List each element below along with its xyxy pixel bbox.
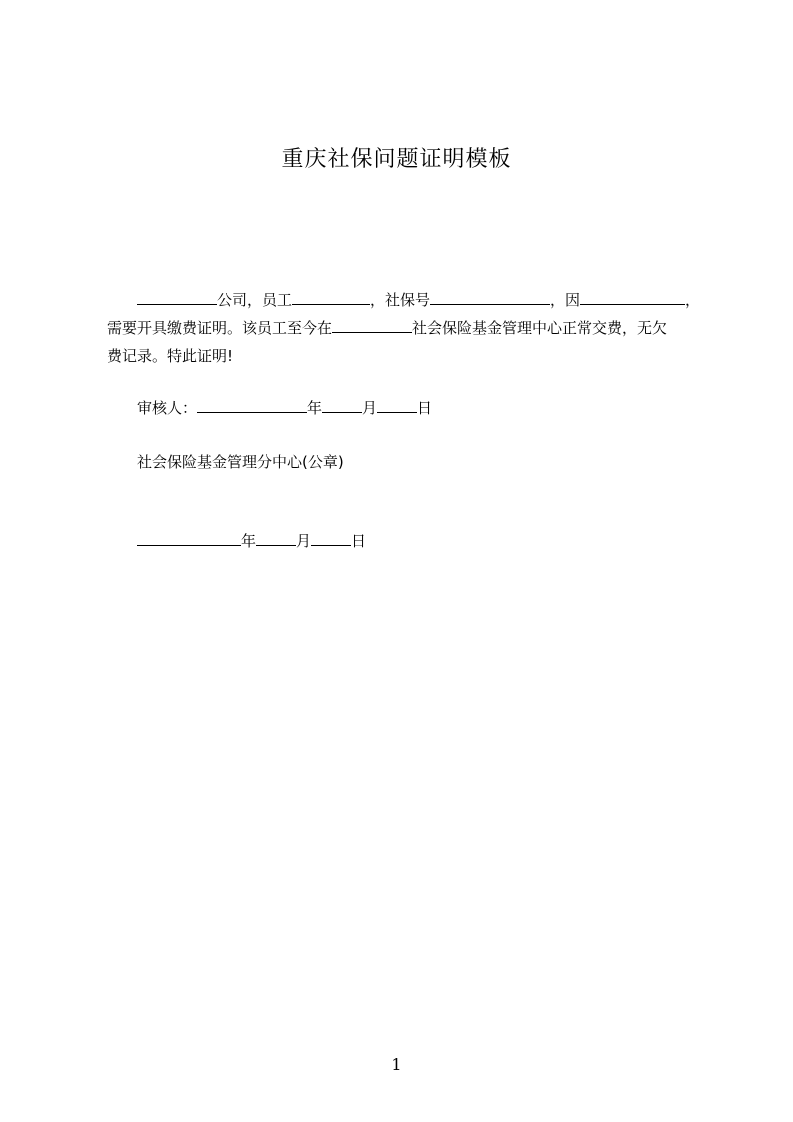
reason-blank[interactable] — [580, 289, 685, 305]
paragraph-line-3: 费记录。特此证明! — [107, 347, 234, 365]
date-month-label: 月 — [296, 532, 312, 550]
paragraph-line-2 — [107, 317, 667, 339]
company-blank[interactable] — [137, 289, 217, 305]
reason-text: ，因 — [550, 291, 581, 309]
date-line — [137, 530, 366, 552]
paragraph-line-1 — [137, 289, 700, 311]
page-number: 1 — [391, 1055, 402, 1074]
employee-blank[interactable] — [292, 289, 370, 305]
document-title: 重庆社保问题证明模板 — [281, 147, 512, 172]
reviewer-line — [137, 397, 432, 419]
reviewer-year-label: 年 — [307, 399, 323, 417]
date-year-blank[interactable] — [137, 530, 241, 546]
ssn-text: ，社保号 — [370, 291, 431, 309]
reviewer-month-blank[interactable] — [322, 397, 362, 413]
reviewer-day-blank[interactable] — [377, 397, 417, 413]
line2-text-a: 需要开具缴费证明。该员工至今在 — [107, 319, 333, 337]
reviewer-label: 审核人： — [137, 399, 198, 417]
ssn-blank[interactable] — [430, 289, 550, 305]
date-day-label: 日 — [351, 532, 367, 550]
company-text: 公司，员工 — [217, 291, 293, 309]
date-day-blank[interactable] — [311, 530, 351, 546]
reviewer-month-label: 月 — [362, 399, 378, 417]
reviewer-blank[interactable] — [197, 397, 307, 413]
center-blank[interactable] — [332, 317, 412, 333]
line2-text-b: 社会保险基金管理中心正常交费，无欠 — [412, 319, 668, 337]
date-month-blank[interactable] — [256, 530, 296, 546]
comma-text: ， — [685, 291, 701, 309]
date-year-label: 年 — [241, 532, 257, 550]
seal-line: 社会保险基金管理分中心(公章) — [137, 453, 344, 471]
reviewer-day-label: 日 — [417, 399, 433, 417]
